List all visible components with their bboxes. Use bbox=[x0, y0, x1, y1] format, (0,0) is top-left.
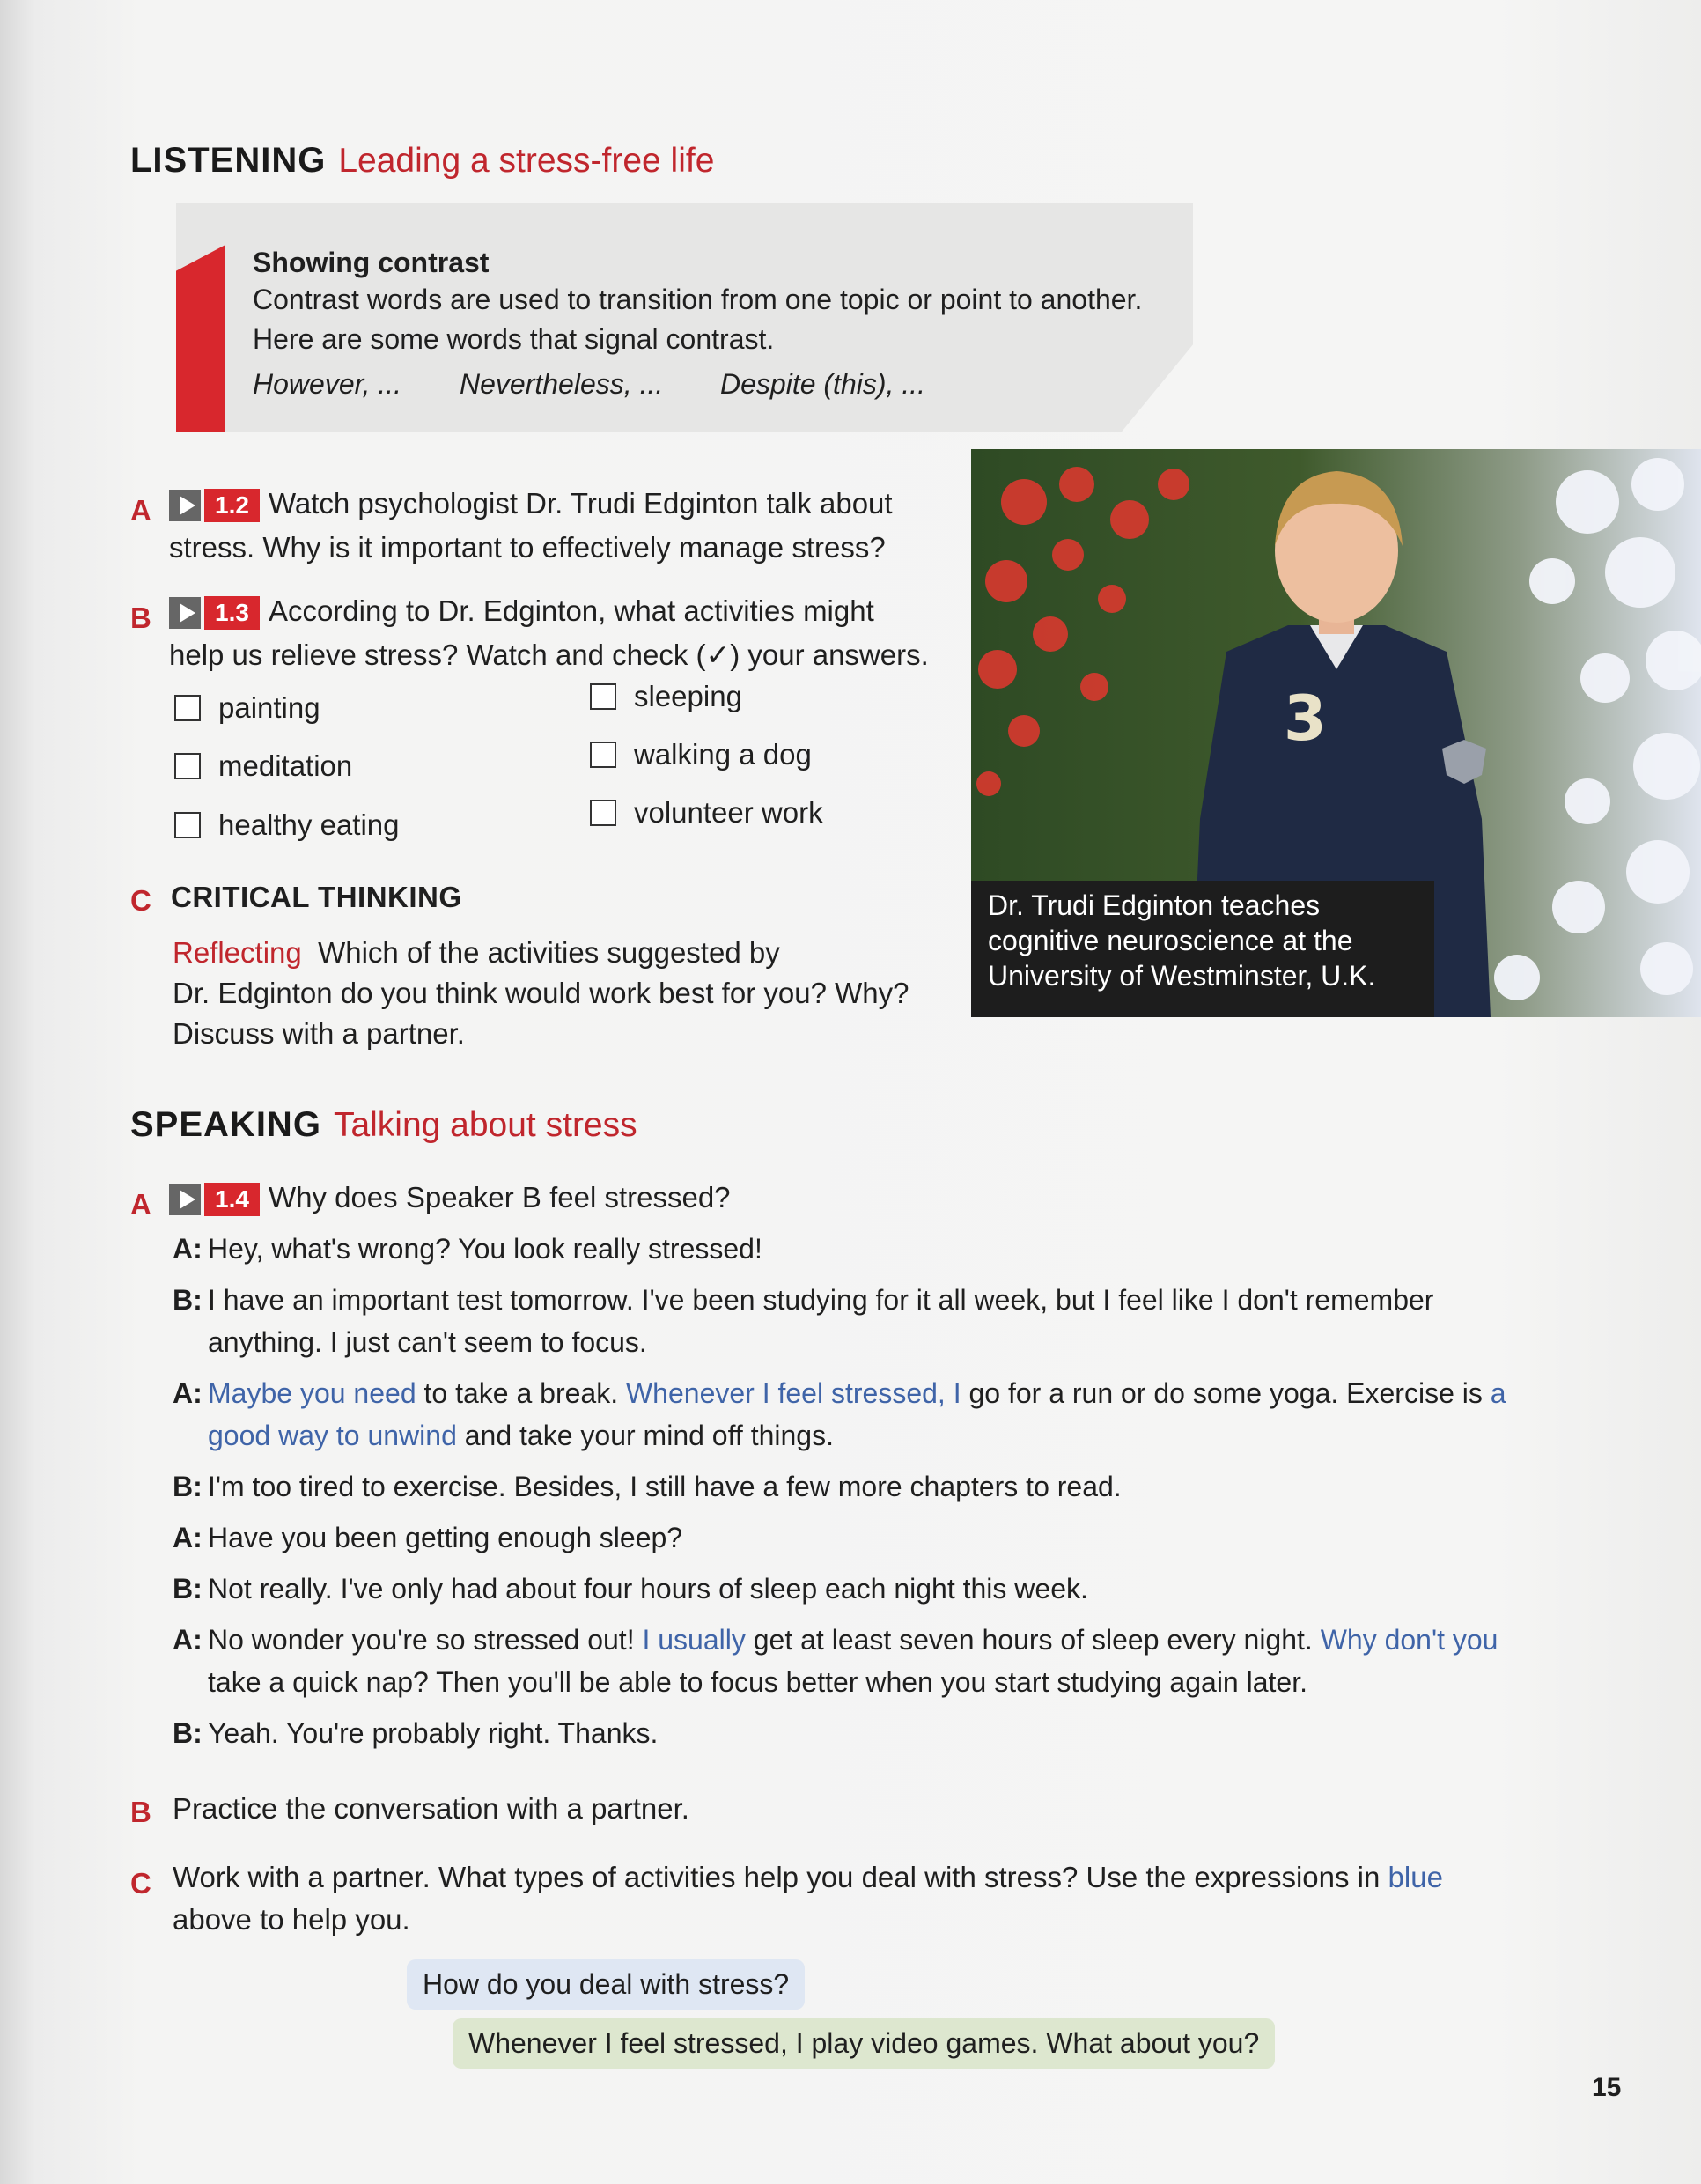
key-expression: Why don't you bbox=[1320, 1624, 1498, 1656]
speaking-activity-a bbox=[169, 1176, 731, 1220]
speaker-label: B: bbox=[173, 1471, 202, 1502]
tip-line-2: Here are some words that signal contrast. bbox=[253, 323, 775, 355]
checkbox-sleeping[interactable] bbox=[590, 680, 742, 713]
tip-accent-bar bbox=[176, 245, 225, 432]
caption-line-2: cognitive neuroscience at the bbox=[988, 925, 1353, 956]
listening-subtitle: Leading a stress-free life bbox=[338, 142, 715, 180]
critical-thinking-heading: CRITICAL THINKING bbox=[171, 881, 462, 913]
play-icon bbox=[169, 597, 201, 629]
key-expression: good way to unwind bbox=[208, 1420, 457, 1451]
activity-letter: A bbox=[130, 1188, 151, 1221]
dialogue-segment: Yeah. You're probably right. Thanks. bbox=[208, 1717, 659, 1749]
photo-caption bbox=[988, 888, 1428, 993]
track-number: 1.4 bbox=[204, 1183, 260, 1216]
speaker-label: B: bbox=[173, 1717, 202, 1749]
dialogue-segment: I have an important test tomorrow. I've been studying for it all week, but I feel like I don't remember bbox=[208, 1284, 1434, 1316]
checkbox-label: healthy eating bbox=[218, 808, 400, 841]
dialogue-segment: anything. I just can't seem to focus. bbox=[208, 1326, 647, 1358]
checkbox-label: sleeping bbox=[634, 680, 742, 712]
tip-word: However, ... bbox=[253, 368, 401, 400]
caption-line-1: Dr. Trudi Edginton teaches bbox=[988, 889, 1321, 921]
key-expression: Whenever I feel stressed, I bbox=[625, 1377, 961, 1409]
speaking-b-text: Practice the conversation with a partner. bbox=[173, 1792, 689, 1825]
dialogue-turn bbox=[173, 1228, 1546, 1270]
dialogue-line bbox=[208, 1372, 1506, 1414]
checkbox-label: volunteer work bbox=[634, 796, 823, 829]
checkbox-label: walking a dog bbox=[634, 738, 812, 771]
video-track-1-2[interactable] bbox=[169, 489, 260, 522]
activity-a-line-1: Watch psychologist Dr. Trudi Edginton talk about bbox=[268, 487, 893, 520]
speaker-label: B: bbox=[173, 1284, 202, 1316]
dialogue-text bbox=[208, 1372, 1506, 1457]
dialogue-segment: No wonder you're so stressed out! bbox=[208, 1624, 643, 1656]
tip-word: Despite (this), ... bbox=[720, 368, 925, 400]
dialogue-segment: and take your mind off things. bbox=[456, 1420, 834, 1451]
dialogue-segment: Not really. I've only had about four hours of sleep each night this week. bbox=[208, 1573, 1088, 1605]
key-expression: Maybe you need bbox=[208, 1377, 416, 1409]
activity-letter: B bbox=[130, 1796, 151, 1828]
caption-line-3: University of Westminster, U.K. bbox=[988, 960, 1376, 992]
dialogue-segment: I'm too tired to exercise. Besides, I still have a few more chapters to read. bbox=[208, 1471, 1122, 1502]
checkbox-painting[interactable] bbox=[174, 691, 320, 725]
checkbox-square[interactable] bbox=[590, 800, 616, 826]
dialogue-line bbox=[208, 1228, 762, 1270]
dialogue-line bbox=[208, 1414, 1506, 1457]
dialogue-line bbox=[208, 1661, 1498, 1703]
dialogue-segment: get at least seven hours of sleep every night. bbox=[745, 1624, 1321, 1656]
activity-letter: A bbox=[130, 494, 151, 527]
dialogue-line bbox=[208, 1619, 1498, 1661]
speaking-c bbox=[173, 1856, 1511, 1941]
checkbox-square[interactable] bbox=[174, 812, 201, 838]
checkbox-label: painting bbox=[218, 691, 320, 724]
dialogue-text bbox=[208, 1465, 1122, 1508]
activity-b-line-1: According to Dr. Edginton, what activities might bbox=[268, 594, 874, 627]
dialogue-text bbox=[208, 1712, 658, 1754]
dialogue-line bbox=[208, 1568, 1088, 1610]
speaker-label: A: bbox=[173, 1233, 202, 1265]
activity-a-line-2: stress. Why is it important to effectively manage stress? bbox=[169, 531, 886, 564]
checkbox-square[interactable] bbox=[590, 683, 616, 710]
activity-a bbox=[169, 482, 944, 570]
activity-b-line-2: help us relieve stress? Watch and check (✓) your answers. bbox=[169, 638, 929, 671]
dialogue-turn bbox=[173, 1372, 1546, 1457]
checkbox-square[interactable] bbox=[174, 695, 201, 721]
dialogue-text bbox=[208, 1228, 762, 1270]
dialogue-line bbox=[208, 1465, 1122, 1508]
key-expression: a bbox=[1490, 1377, 1506, 1409]
checkbox-label: meditation bbox=[218, 749, 353, 782]
reflecting-label: Reflecting bbox=[173, 936, 302, 969]
dialogue-segment: Have you been getting enough sleep? bbox=[208, 1522, 683, 1553]
dialogue-line bbox=[208, 1279, 1433, 1321]
activity-letter: B bbox=[130, 601, 151, 634]
dialogue-turn bbox=[173, 1619, 1546, 1703]
dialogue-line bbox=[208, 1516, 682, 1559]
listening-heading bbox=[130, 141, 714, 181]
speaker-label: A: bbox=[173, 1377, 202, 1409]
audio-track-1-4[interactable] bbox=[169, 1183, 260, 1216]
speaking-heading bbox=[130, 1105, 637, 1145]
activity-letter: C bbox=[130, 1867, 151, 1900]
speaker-label: A: bbox=[173, 1624, 202, 1656]
activity-c-line-2: Dr. Edginton do you think would work best for you? Why? bbox=[173, 977, 909, 1009]
checkbox-meditation[interactable] bbox=[174, 749, 352, 783]
dialogue-turn bbox=[173, 1279, 1546, 1363]
dialogue bbox=[173, 1228, 1546, 1763]
page-number: 15 bbox=[1592, 2073, 1622, 2102]
shirt-number: 3 bbox=[1284, 682, 1327, 755]
checkbox-square[interactable] bbox=[590, 742, 616, 768]
speaker-label: B: bbox=[173, 1573, 202, 1605]
activity-c-line-3: Discuss with a partner. bbox=[173, 1017, 465, 1050]
tip-word: Nevertheless, ... bbox=[460, 368, 664, 400]
tip-title: Showing contrast bbox=[253, 247, 490, 278]
key-expression: I usually bbox=[642, 1624, 746, 1656]
dialogue-turn bbox=[173, 1516, 1546, 1559]
speech-bubble-question: How do you deal with stress? bbox=[407, 1959, 805, 2010]
activity-letter: C bbox=[130, 884, 151, 917]
speaking-c-line-2: above to help you. bbox=[173, 1903, 410, 1936]
play-icon bbox=[169, 490, 201, 521]
speaking-c-line-1: Work with a partner. What types of activities help you deal with stress? Use the expressions in bbox=[173, 1861, 1388, 1893]
speaking-a-question: Why does Speaker B feel stressed? bbox=[268, 1181, 731, 1214]
track-number: 1.3 bbox=[204, 596, 260, 630]
dialogue-segment: Hey, what's wrong? You look really stressed! bbox=[208, 1233, 762, 1265]
checkbox-walking-a-dog[interactable] bbox=[590, 738, 812, 771]
listening-heading-label: LISTENING bbox=[130, 141, 327, 180]
speaking-subtitle: Talking about stress bbox=[333, 1106, 637, 1144]
dialogue-text bbox=[208, 1516, 682, 1559]
dialogue-text bbox=[208, 1568, 1088, 1610]
tip-line-1: Contrast words are used to transition from one topic or point to another. bbox=[253, 284, 1143, 315]
activity-c-line-1: Which of the activities suggested by bbox=[318, 936, 780, 969]
track-number: 1.2 bbox=[204, 489, 260, 522]
dialogue-turn bbox=[173, 1712, 1546, 1754]
speaking-heading-label: SPEAKING bbox=[130, 1105, 321, 1144]
dialogue-segment: to take a break. bbox=[416, 1377, 626, 1409]
dialogue-turn bbox=[173, 1568, 1546, 1610]
dialogue-turn bbox=[173, 1465, 1546, 1508]
dialogue-text bbox=[208, 1279, 1433, 1363]
activity-b bbox=[169, 589, 944, 677]
dialogue-line bbox=[208, 1712, 658, 1754]
play-icon bbox=[169, 1184, 201, 1215]
blue-word: blue bbox=[1388, 1861, 1443, 1893]
dialogue-text bbox=[208, 1619, 1498, 1703]
dialogue-segment: take a quick nap? Then you'll be able to focus better when you start studying again later. bbox=[208, 1666, 1307, 1698]
activity-c bbox=[173, 933, 947, 1054]
dialogue-line bbox=[208, 1321, 1433, 1363]
checkbox-square[interactable] bbox=[174, 753, 201, 779]
speaker-label: A: bbox=[173, 1522, 202, 1553]
video-track-1-3[interactable] bbox=[169, 596, 260, 630]
checkbox-volunteer-work[interactable] bbox=[590, 796, 823, 830]
checkbox-healthy-eating[interactable] bbox=[174, 808, 400, 842]
dialogue-segment: go for a run or do some yoga. Exercise is bbox=[961, 1377, 1491, 1409]
speech-bubble-answer: Whenever I feel stressed, I play video games. What about you? bbox=[453, 2018, 1275, 2069]
